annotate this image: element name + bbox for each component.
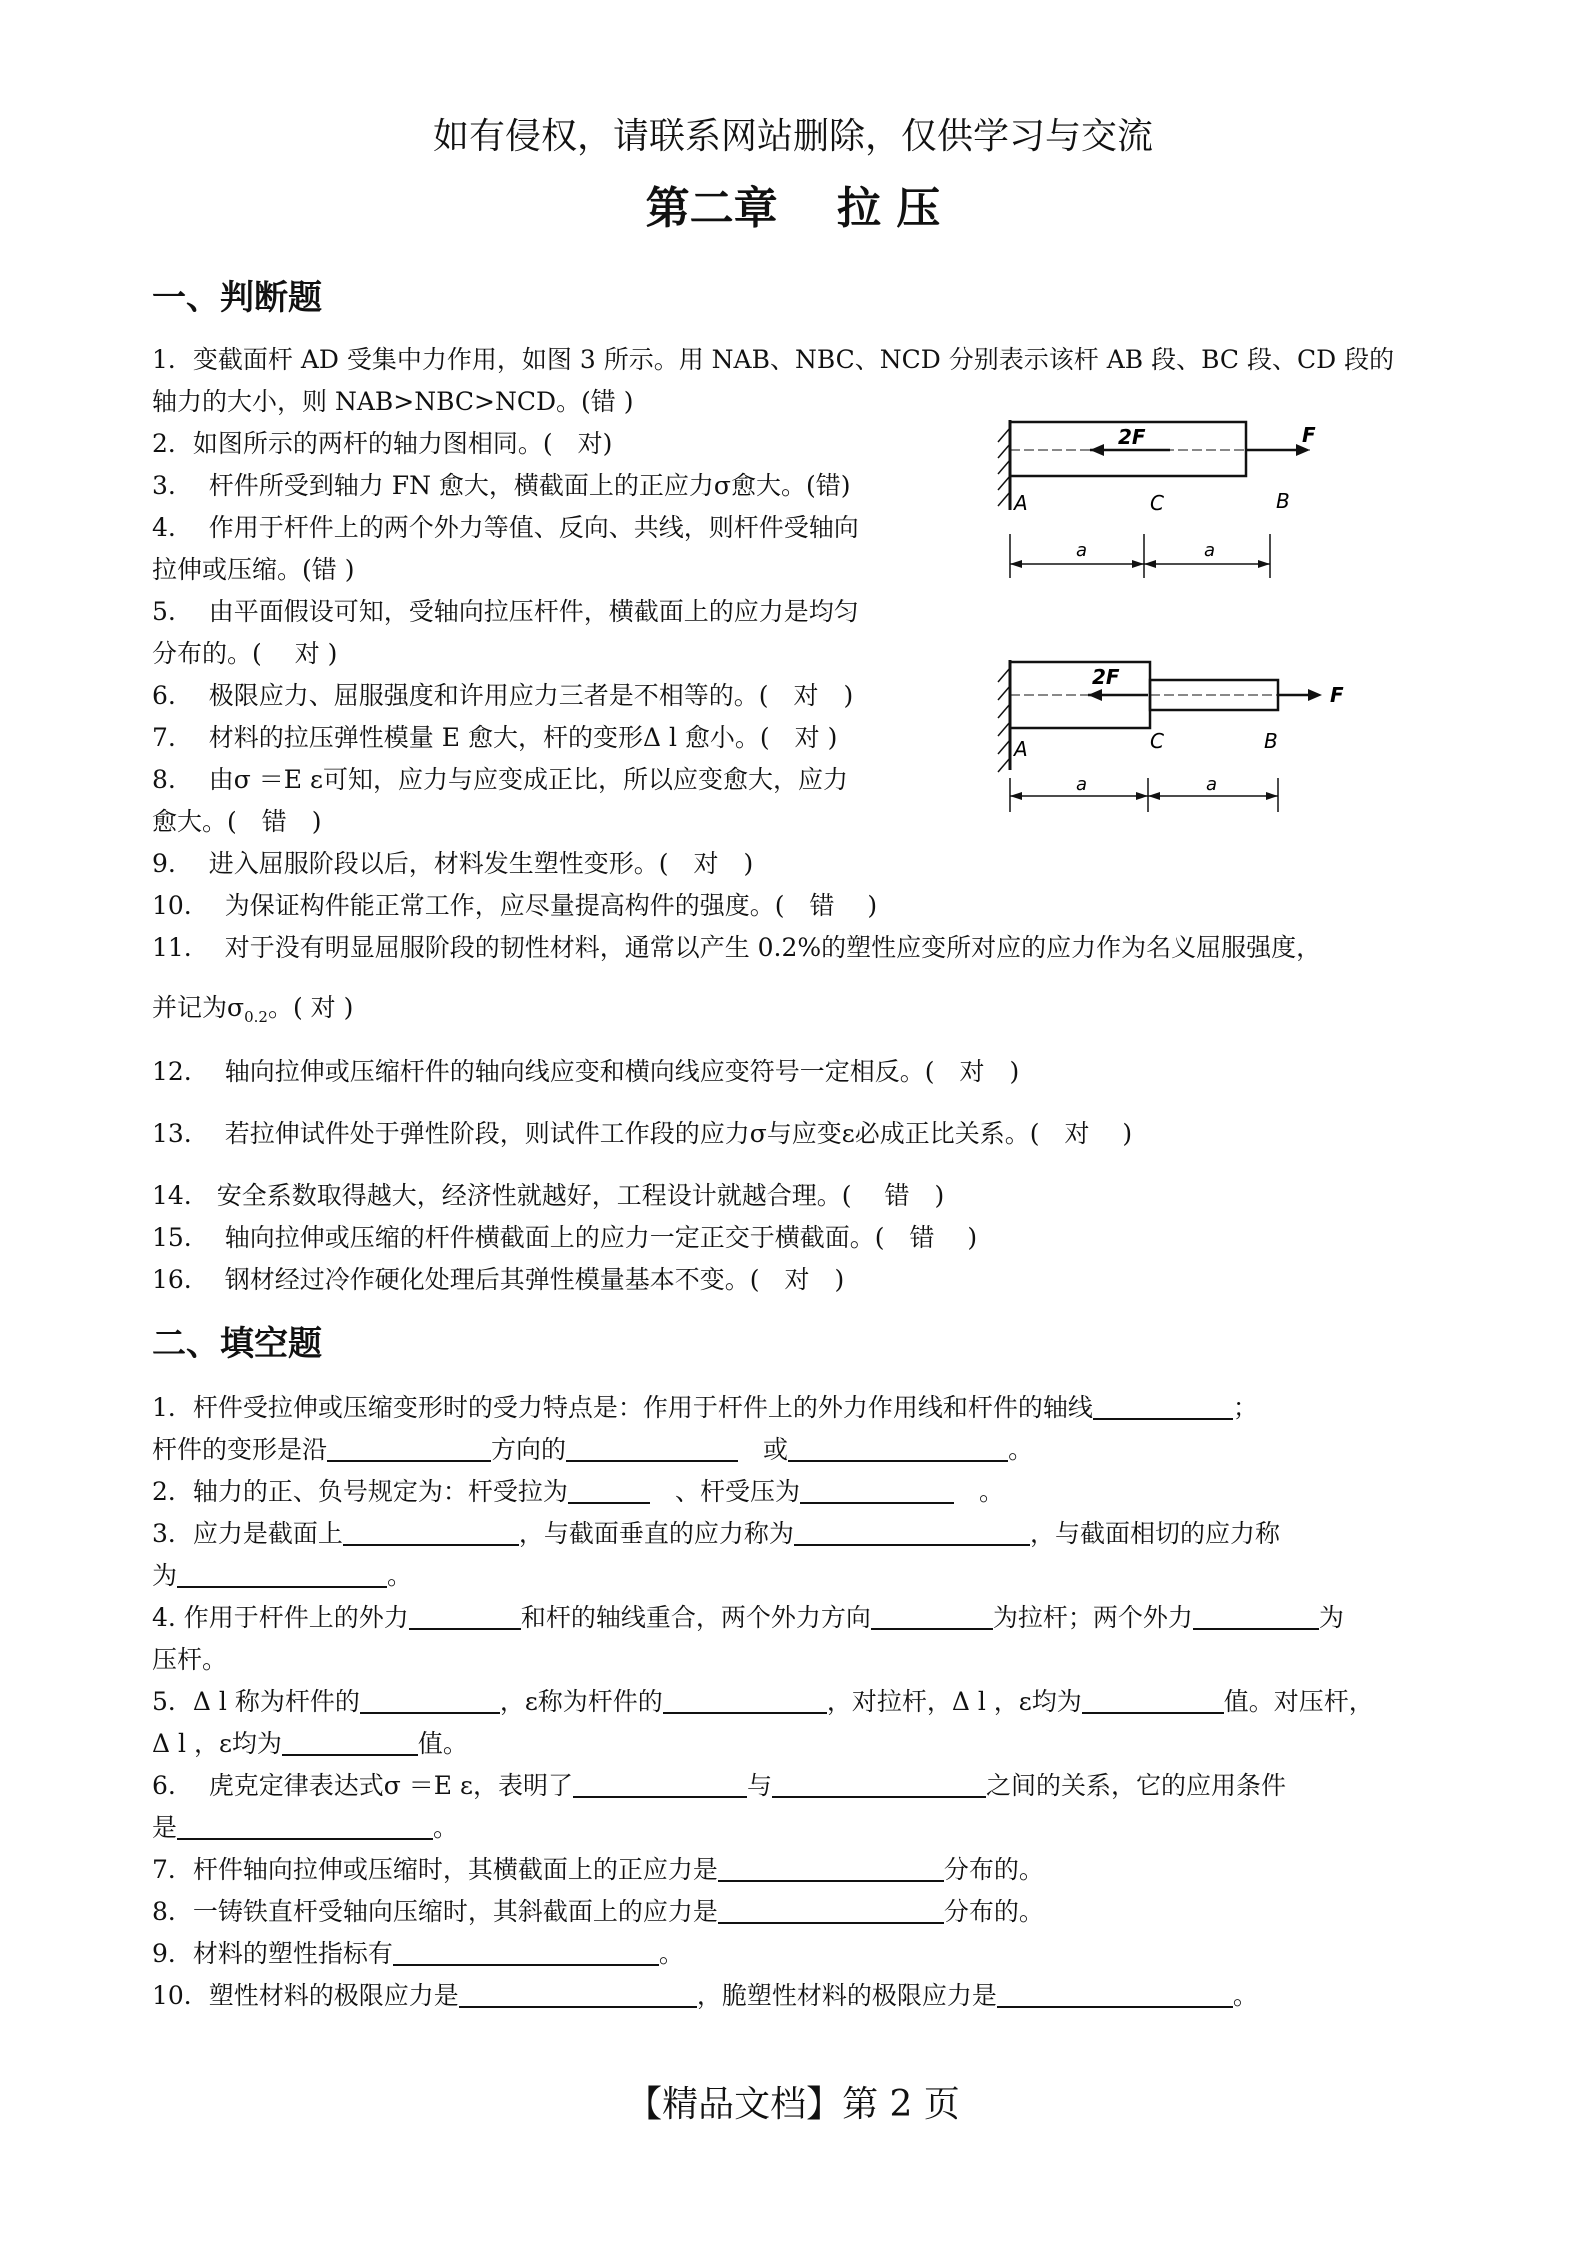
f1-text-d: 方向的 [491, 1435, 567, 1464]
f3-text-d: 为 [152, 1561, 178, 1590]
fill-blank-6c[interactable] [177, 1814, 433, 1840]
fig1-point-c: C [1150, 491, 1164, 515]
fill-q10 [152, 1976, 1258, 2012]
fig1-point-b: B [1276, 489, 1290, 513]
fill-q6-line1 [152, 1766, 1286, 1802]
judgment-q9: 9. 进入屈服阶段以后，材料发生塑性变形。( 对 ) [152, 849, 754, 878]
fill-blank-1d[interactable] [788, 1436, 1008, 1462]
f10-text-c: 。 [1232, 1981, 1258, 2010]
fill-blank-2b[interactable] [800, 1478, 954, 1504]
f5-text-c: ，对拉杆，Δ l ，ε均为 [826, 1687, 1082, 1716]
f3-text-a: 3．应力是截面上 [152, 1519, 343, 1548]
fig1-point-a: A [1014, 491, 1028, 515]
f6-text-a: 6. 虎克定律表达式σ ＝E ε，表明了 [152, 1771, 573, 1800]
fig2-point-b: B [1264, 729, 1278, 753]
judgment-q13: 13. 若拉伸试件处于弹性阶段，则试件工作段的应力σ与应变ε必成正比关系。( 对 ) [152, 1119, 1133, 1148]
f3-text-e: 。 [387, 1561, 413, 1590]
judgment-q2: 2．如图所示的两杆的轴力图相同。( 对) [152, 429, 613, 458]
judgment-q3: 3. 杆件所受到轴力 FN 愈大，横截面上的正应力σ愈大。(错) [152, 471, 851, 500]
fig1-dim-1: a [1076, 540, 1088, 561]
fill-blank-4b[interactable] [871, 1604, 993, 1630]
fill-blank-2a[interactable] [568, 1478, 650, 1504]
fill-q1-line1 [152, 1388, 1258, 1424]
f5-text-e: Δ l ，ε均为 [152, 1729, 282, 1758]
bar-figure-2 [980, 640, 1360, 840]
f1-text-b: ； [1232, 1393, 1258, 1422]
f8-text-a: 8．一铸铁直杆受轴向压缩时，其斜截面上的应力是 [152, 1897, 718, 1926]
judgment-q1-line1: 1．变截面杆 AD 受集中力作用，如图 3 所示。用 NAB、NBC、NCD 分别表示该杆 AB 段、BC 段、CD 段的 [152, 345, 1395, 374]
f6-text-b: 与 [746, 1771, 772, 1800]
fill-blank-5a[interactable] [360, 1688, 500, 1714]
f6-text-d: 是 [152, 1813, 178, 1842]
fill-q3-line2 [152, 1556, 412, 1592]
chapter-title: 第二章 拉 压 [645, 183, 941, 234]
fig2-dim-1: a [1076, 774, 1088, 795]
fill-blank-5b[interactable] [663, 1688, 827, 1714]
f4-text-a: 4. 作用于杆件上的外力 [152, 1603, 409, 1632]
fill-q8 [152, 1892, 1044, 1928]
fill-blank-3c[interactable] [177, 1562, 387, 1588]
judgment-q12: 12. 轴向拉伸或压缩杆件的轴向线应变和横向线应变符号一定相反。( 对 ) [152, 1057, 1020, 1086]
f10-text-b: ，脆塑性材料的极限应力是 [696, 1981, 997, 2010]
f1-text-f: 。 [1008, 1435, 1034, 1464]
f7-text-a: 7．杆件轴向拉伸或压缩时，其横截面上的正应力是 [152, 1855, 718, 1884]
copyright-notice: 如有侵权，请联系网站删除，仅供学习与交流 [432, 116, 1153, 157]
f8-text-b: 分布的。 [943, 1897, 1044, 1926]
f4-text-d: 为 [1318, 1603, 1344, 1632]
fill-blank-10a[interactable] [459, 1982, 697, 2008]
f9-text-a: 9．材料的塑性指标有 [152, 1939, 393, 1968]
judgment-q7: 7. 材料的拉压弹性模量 E 愈大，杆的变形Δ l 愈小。( 对 ) [152, 723, 838, 752]
fill-blank-3a[interactable] [343, 1520, 519, 1546]
judgment-q8-line1: 8. 由σ ＝E ε可知，应力与应变成正比，所以应变愈大，应力 [152, 765, 848, 794]
f4-text-b: 和杆的轴线重合，两个外力方向 [520, 1603, 871, 1632]
fill-blank-6b[interactable] [772, 1772, 986, 1798]
fill-q7 [152, 1850, 1044, 1886]
page-footer: 【精品文档】第 2 页 [626, 2084, 960, 2125]
f1-text-c: 杆件的变形是沿 [152, 1435, 328, 1464]
fill-q5-line1 [152, 1682, 1374, 1718]
judgment-q5-line2: 分布的。( 对 ) [152, 639, 338, 668]
bar-figure-1 [980, 400, 1340, 600]
fill-blank-5d[interactable] [282, 1730, 418, 1756]
f3-text-c: ，与截面相切的应力称 [1029, 1519, 1280, 1548]
judgment-q15: 15. 轴向拉伸或压缩的杆件横截面上的应力一定正交于横截面。( 错 ) [152, 1223, 978, 1252]
f2-text-b: 、杆受压为 [674, 1477, 800, 1506]
f2-text-c: 。 [978, 1477, 1004, 1506]
judgment-q10: 10. 为保证构件能正常工作，应尽量提高构件的强度。( 错 ) [152, 891, 878, 920]
fig2-label-f: F [1330, 683, 1344, 707]
f9-text-b: 。 [658, 1939, 684, 1968]
fig1-label-2f: 2F [1118, 425, 1146, 449]
fill-q5-line2 [152, 1724, 468, 1760]
judgment-q11-line2 [152, 988, 353, 1026]
fill-q9 [152, 1934, 684, 1970]
f2-text-a: 2．轴力的正、负号规定为：杆受拉为 [152, 1477, 568, 1506]
fill-q3-line1 [152, 1514, 1280, 1550]
q11-text-a: 并记为σ [152, 993, 245, 1022]
fill-blank-10b[interactable] [997, 1982, 1233, 2008]
judgment-q4-line1: 4. 作用于杆件上的两个外力等值、反向、共线，则杆件受轴向 [152, 513, 859, 542]
fig2-point-a: A [1014, 737, 1028, 761]
f5-text-f: 值。 [417, 1729, 468, 1758]
fill-blank-7a[interactable] [718, 1856, 944, 1882]
f5-text-a: 5．Δ l 称为杆件的 [152, 1687, 360, 1716]
fill-q1-line2 [152, 1430, 1033, 1466]
f1-text-a: 1．杆件受拉伸或压缩变形时的受力特点是：作用于杆件上的外力作用线和杆件的轴线 [152, 1393, 1093, 1422]
fill-blank-4c[interactable] [1193, 1604, 1319, 1630]
f3-text-b: ，与截面垂直的应力称为 [518, 1519, 794, 1548]
f1-text-e: 或 [763, 1435, 789, 1464]
f7-text-b: 分布的。 [943, 1855, 1044, 1884]
judgment-q11-line1: 11. 对于没有明显屈服阶段的韧性材料，通常以产生 0.2%的塑性应变所对应的应力作为名义屈服强度， [152, 933, 1322, 962]
q11-text-b: 。( 对 ) [267, 993, 354, 1022]
fill-blank-9a[interactable] [393, 1940, 659, 1966]
fig2-dim-2: a [1206, 774, 1218, 795]
fill-q4-line2: 压杆。 [152, 1645, 228, 1674]
fill-blank-6a[interactable] [573, 1772, 747, 1798]
fill-q4-line1 [152, 1598, 1344, 1634]
section-judgment-title: 一、判断题 [152, 278, 322, 318]
judgment-q6: 6. 极限应力、屈服强度和许用应力三者是不相等的。( 对 ) [152, 681, 854, 710]
fig1-dim-2: a [1204, 540, 1216, 561]
fill-blank-8a[interactable] [718, 1898, 944, 1924]
judgment-q1-line2: 轴力的大小，则 NAB>NBC>NCD。(错 ) [152, 387, 634, 416]
fill-blank-1c[interactable] [566, 1436, 738, 1462]
fill-blank-1a[interactable] [1093, 1394, 1233, 1420]
fill-q2 [152, 1472, 1004, 1508]
judgment-q16: 16. 钢材经过冷作硬化处理后其弹性模量基本不变。( 对 ) [152, 1265, 845, 1294]
fig2-label-2f: 2F [1092, 665, 1120, 689]
fill-blank-3b[interactable] [794, 1520, 1030, 1546]
section-fill-title: 二、填空题 [152, 1324, 322, 1364]
fill-q6-line2 [152, 1808, 458, 1844]
judgment-q4-line2: 拉伸或压缩。(错 ) [152, 555, 355, 584]
judgment-q14: 14. 安全系数取得越大，经济性就越好，工程设计就越合理。( 错 ) [152, 1181, 945, 1210]
fill-blank-4a[interactable] [409, 1604, 521, 1630]
f5-text-d: 值。对压杆， [1223, 1687, 1374, 1716]
fig1-label-f: F [1302, 423, 1316, 447]
f6-text-c: 之间的关系，它的应用条件 [985, 1771, 1286, 1800]
judgment-q5-line1: 5. 由平面假设可知，受轴向拉压杆件，横截面上的应力是均匀 [152, 597, 859, 626]
f10-text-a: 10．塑性材料的极限应力是 [152, 1981, 459, 2010]
f6-text-e: 。 [433, 1813, 459, 1842]
f5-text-b: ，ε称为杆件的 [499, 1687, 663, 1716]
f4-text-c: 为拉杆；两个外力 [992, 1603, 1193, 1632]
fill-blank-5c[interactable] [1082, 1688, 1224, 1714]
fill-blank-1b[interactable] [327, 1436, 491, 1462]
q11-subscript: 0.2 [244, 1008, 268, 1026]
judgment-q8-line2: 愈大。( 错 ) [152, 807, 322, 836]
fig2-point-c: C [1150, 729, 1164, 753]
